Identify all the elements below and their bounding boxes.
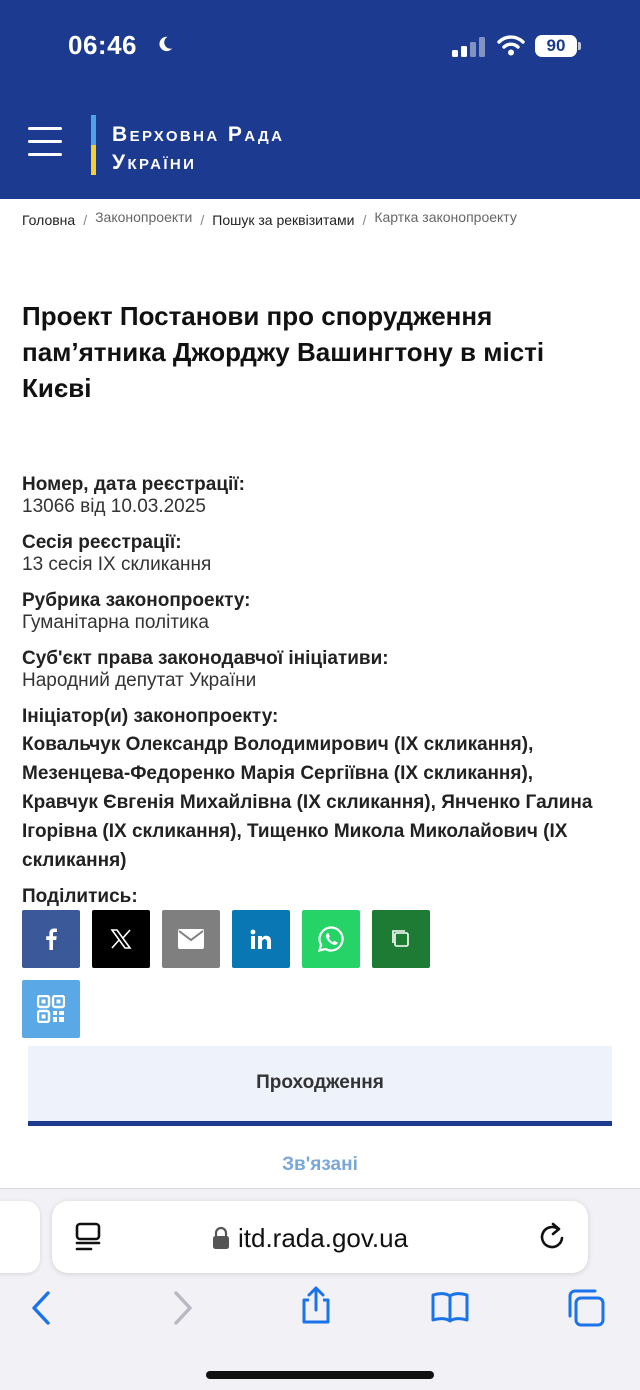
initiators-value xyxy=(22,730,622,875)
subject-field xyxy=(22,648,622,692)
whatsapp-icon xyxy=(317,925,345,953)
back-icon[interactable] xyxy=(22,1288,62,1328)
x-icon xyxy=(110,928,132,950)
moon-icon xyxy=(156,35,174,53)
tab-progress-label: Проходження xyxy=(256,1072,384,1093)
logo-flag-blue xyxy=(91,115,96,145)
tab-related[interactable]: Зв'язані xyxy=(282,1154,358,1175)
menu-line xyxy=(28,153,62,156)
initiators-field xyxy=(22,706,622,875)
site-header xyxy=(0,0,640,199)
share-x-button[interactable] xyxy=(92,910,150,968)
session-value: 13 сесія IX скликання xyxy=(22,554,212,575)
logo-line1: Верховна Рада xyxy=(112,123,285,146)
status-time: 06:46 xyxy=(68,30,137,60)
subject-label: Суб'єкт права законодавчої ініціативи: xyxy=(22,648,389,669)
home-indicator xyxy=(206,1371,434,1379)
rubric-label: Рубрика законопроекту: xyxy=(22,590,251,611)
menu-line xyxy=(28,127,62,130)
qr-code-icon xyxy=(37,995,65,1023)
share-qr-button[interactable] xyxy=(22,980,80,1038)
session-label: Сесія реєстрації: xyxy=(22,532,182,553)
breadcrumb-current: Картка законопроекту xyxy=(374,209,517,225)
share-linkedin-button[interactable] xyxy=(232,910,290,968)
breadcrumb-search[interactable]: Пошук за реквізитами xyxy=(212,212,355,228)
initiators-line: Ігорівна (IX скликання), Тищенко Микола Миколайович (IX xyxy=(22,821,568,842)
share-whatsapp-button[interactable] xyxy=(302,910,360,968)
share-email-button[interactable] xyxy=(162,910,220,968)
rubric-value: Гуманітарна політика xyxy=(22,612,209,633)
breadcrumb-separator: / xyxy=(200,212,205,228)
menu-line xyxy=(28,140,62,143)
initiators-line: скликання) xyxy=(22,850,127,871)
reader-mode-icon[interactable] xyxy=(74,1222,104,1252)
battery-indicator xyxy=(535,35,581,57)
share-facebook-button[interactable] xyxy=(22,910,80,968)
share-icon[interactable] xyxy=(296,1285,336,1325)
bookmarks-icon[interactable] xyxy=(430,1288,470,1328)
initiators-line: Мезенцева-Федоренко Марія Сергіївна (IX скликання), xyxy=(22,763,534,784)
tabs-icon[interactable] xyxy=(566,1288,606,1328)
initiators-line: Кравчук Євгенія Михайлівна (IX скликання), Янченко Галина xyxy=(22,792,593,813)
logo-line2: України xyxy=(112,151,197,174)
initiators-line: Ковальчук Олександр Володимирович (IX скликання), xyxy=(22,734,534,755)
battery-tip xyxy=(578,42,581,50)
rubric-field xyxy=(22,590,622,634)
cellular-signal-icon xyxy=(452,37,488,57)
forward-icon[interactable] xyxy=(162,1288,202,1328)
tab-progress[interactable] xyxy=(28,1046,612,1126)
breadcrumb-bills[interactable]: Законопроекти xyxy=(95,209,193,225)
address-bar[interactable] xyxy=(52,1201,588,1273)
browser-toolbar xyxy=(0,1188,640,1390)
share-label: Поділитись: xyxy=(22,886,138,907)
lock-icon xyxy=(212,1226,230,1250)
breadcrumb xyxy=(22,209,622,228)
url-text: itd.rada.gov.ua xyxy=(238,1223,409,1253)
facebook-icon xyxy=(44,928,58,950)
wifi-icon xyxy=(497,34,525,56)
battery-level: 90 xyxy=(535,35,577,57)
menu-button[interactable] xyxy=(28,127,62,157)
logo-flag-icon xyxy=(91,115,96,175)
reload-icon[interactable] xyxy=(538,1221,568,1253)
page-title: Проект Постанови про спорудження пам’ятника Джорджу Вашингтону в місті Києві xyxy=(22,301,545,403)
logo-flag-yellow xyxy=(91,145,96,175)
breadcrumb-separator: / xyxy=(362,212,367,228)
site-logo[interactable] xyxy=(112,121,284,177)
linkedin-icon xyxy=(250,929,272,949)
previous-tab-preview[interactable] xyxy=(0,1201,40,1273)
registration-field xyxy=(22,474,622,518)
registration-label: Номер, дата реєстрації: xyxy=(22,474,245,495)
breadcrumb-home[interactable]: Головна xyxy=(22,212,76,228)
copy-icon xyxy=(390,928,412,950)
session-field xyxy=(22,532,622,576)
share-copy-button[interactable] xyxy=(372,910,430,968)
initiators-label: Ініціатор(и) законопроекту: xyxy=(22,706,279,727)
registration-value: 13066 від 10.03.2025 xyxy=(22,496,206,517)
email-icon xyxy=(178,929,204,949)
subject-value: Народний депутат України xyxy=(22,670,257,691)
breadcrumb-separator: / xyxy=(83,212,88,228)
